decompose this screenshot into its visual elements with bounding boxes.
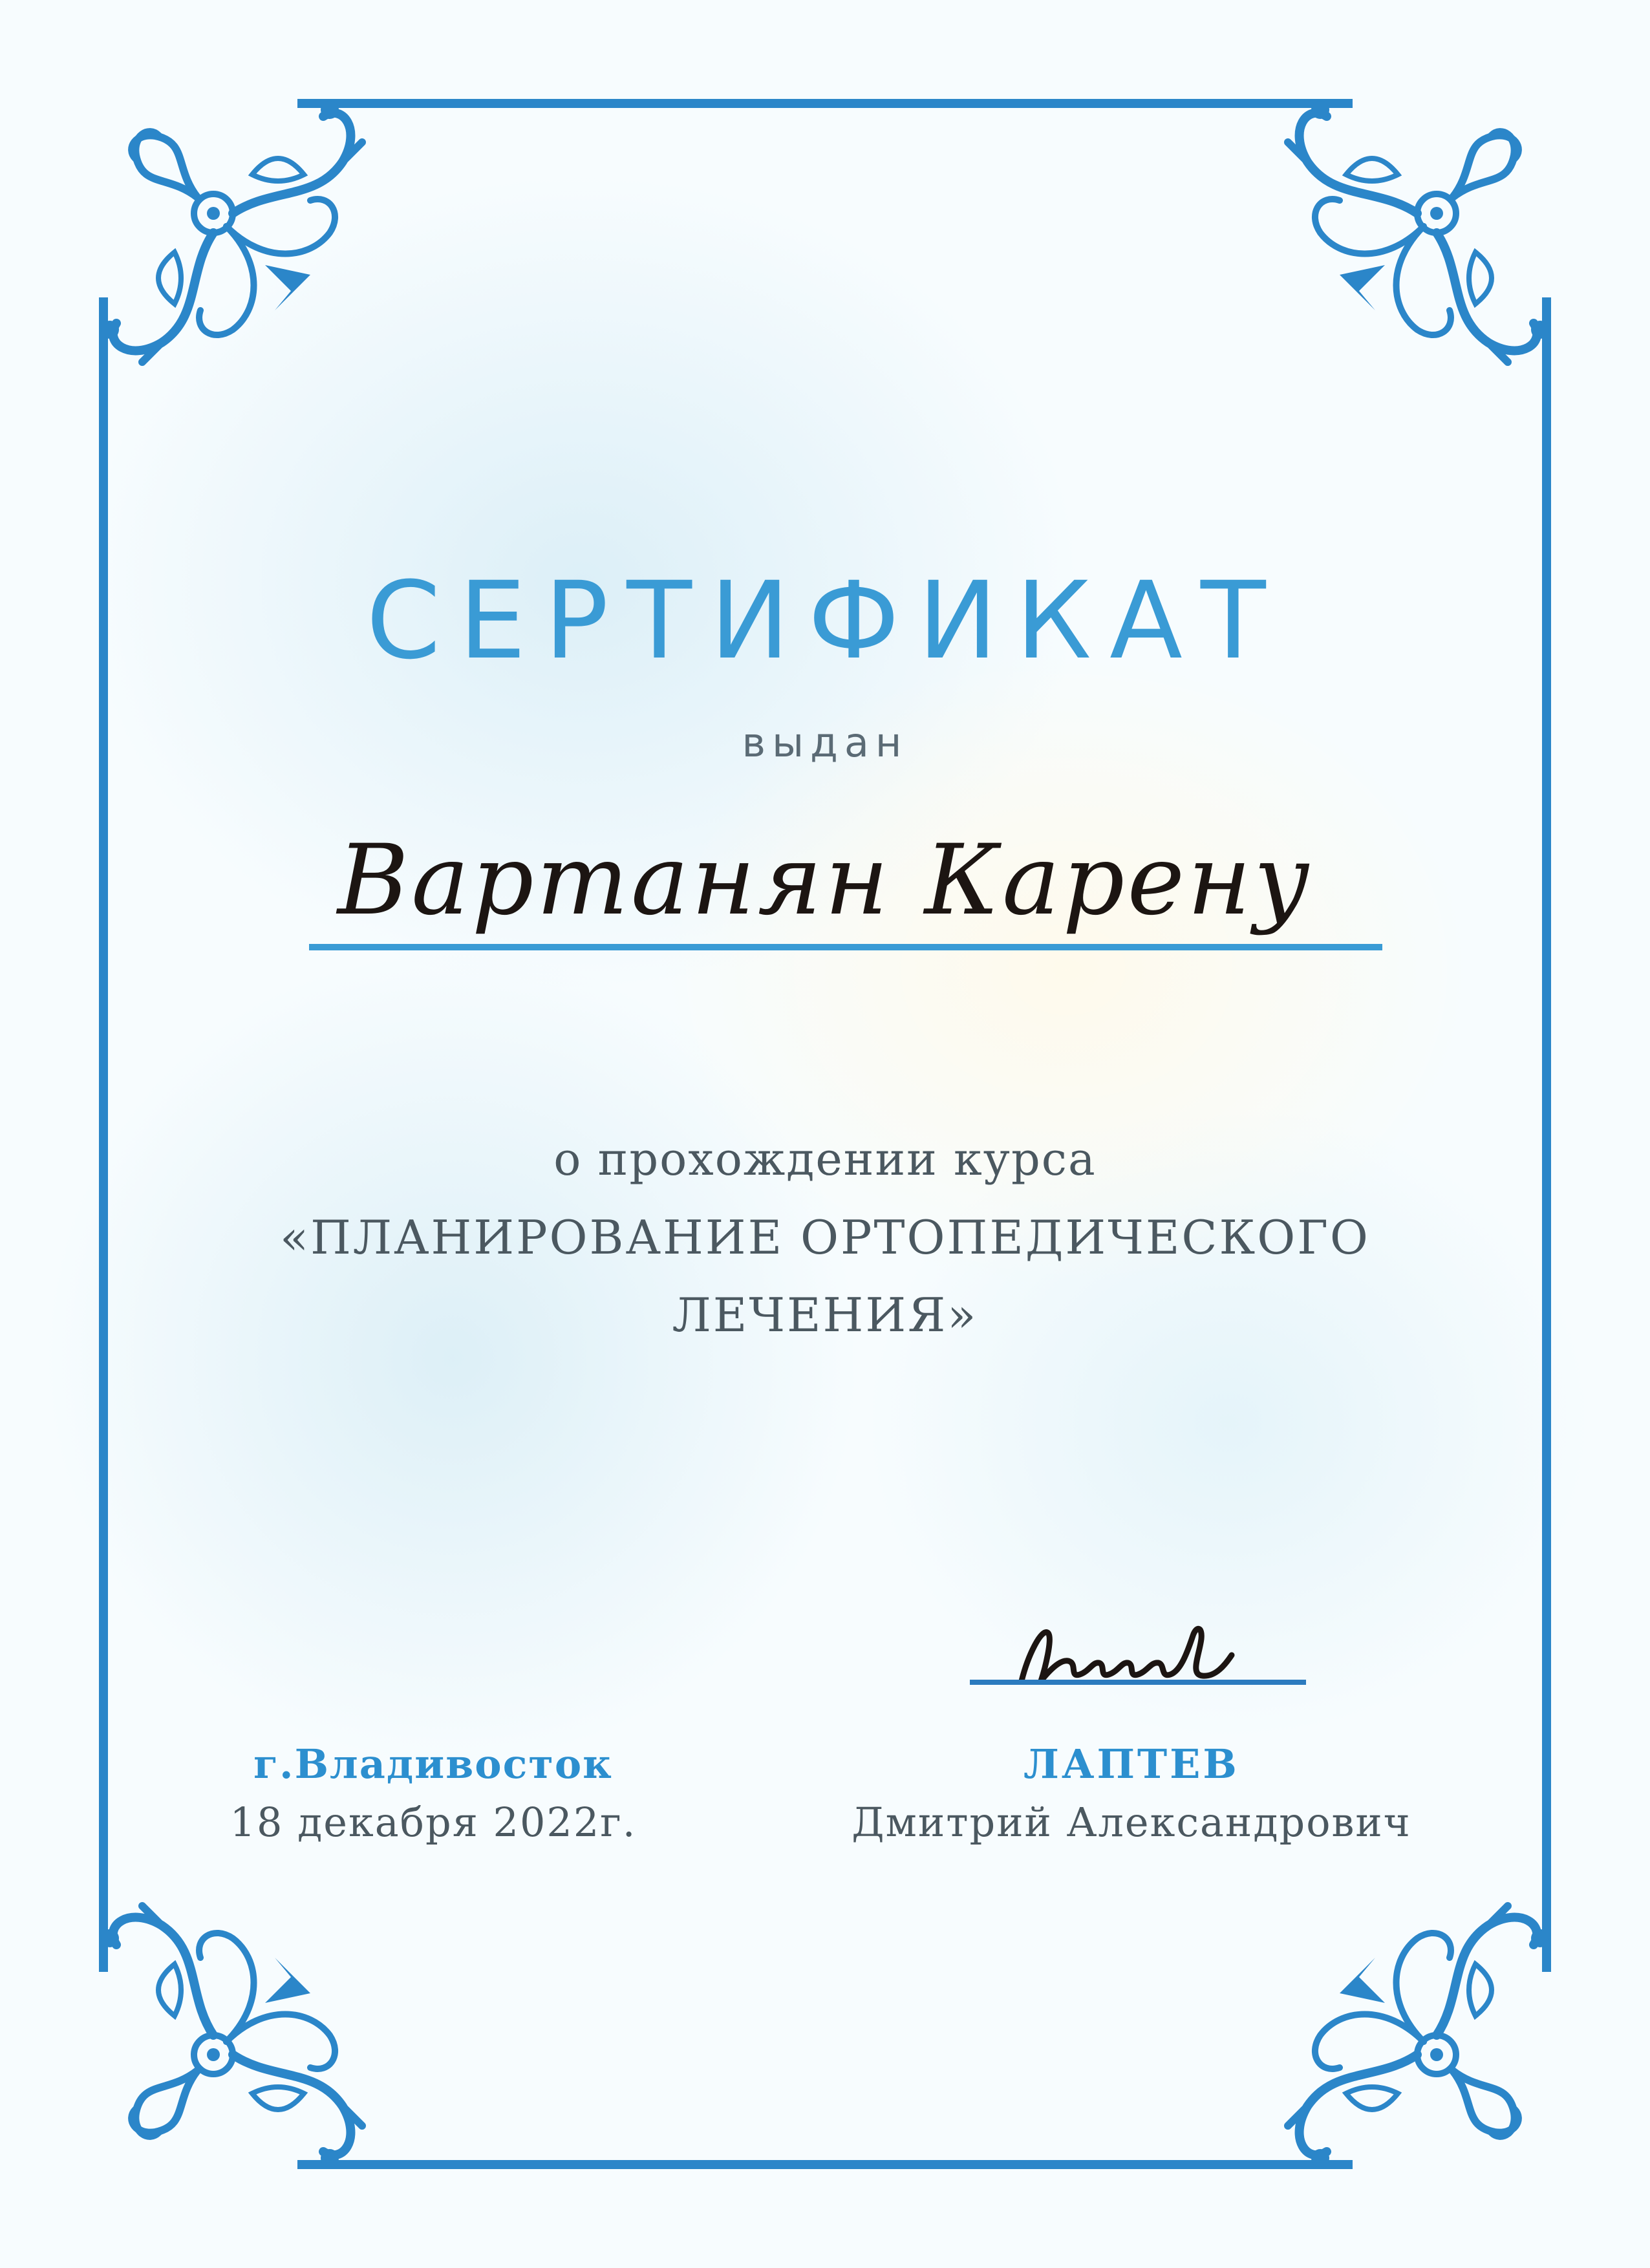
corner-ornament-icon — [101, 101, 362, 362]
signature-line — [970, 1680, 1306, 1685]
recipient-name: Вартанян Карену — [337, 824, 1313, 937]
course-intro: о прохождении курса — [553, 1133, 1097, 1186]
city: г.Владивосток — [253, 1740, 613, 1788]
handwritten-signature — [1009, 1610, 1254, 1700]
issued-label: выдан — [742, 719, 908, 766]
signer-name: Дмитрий Александрович — [852, 1799, 1411, 1846]
corner-ornament-icon — [101, 1906, 362, 2167]
signer-surname: ЛАПТЕВ — [1023, 1740, 1239, 1788]
corner-ornament-icon — [1288, 1906, 1549, 2167]
name-underline — [309, 944, 1382, 950]
corner-ornament-icon — [1288, 101, 1549, 362]
course-title-line1: «ПЛАНИРОВАНИЕ ОРТОПЕДИЧЕСКОГО — [280, 1210, 1370, 1265]
issue-date: 18 декабря 2022г. — [230, 1799, 637, 1846]
certificate-title: СЕРТИФИКАТ — [366, 559, 1284, 683]
course-title-line2: ЛЕЧЕНИЯ» — [672, 1288, 978, 1342]
